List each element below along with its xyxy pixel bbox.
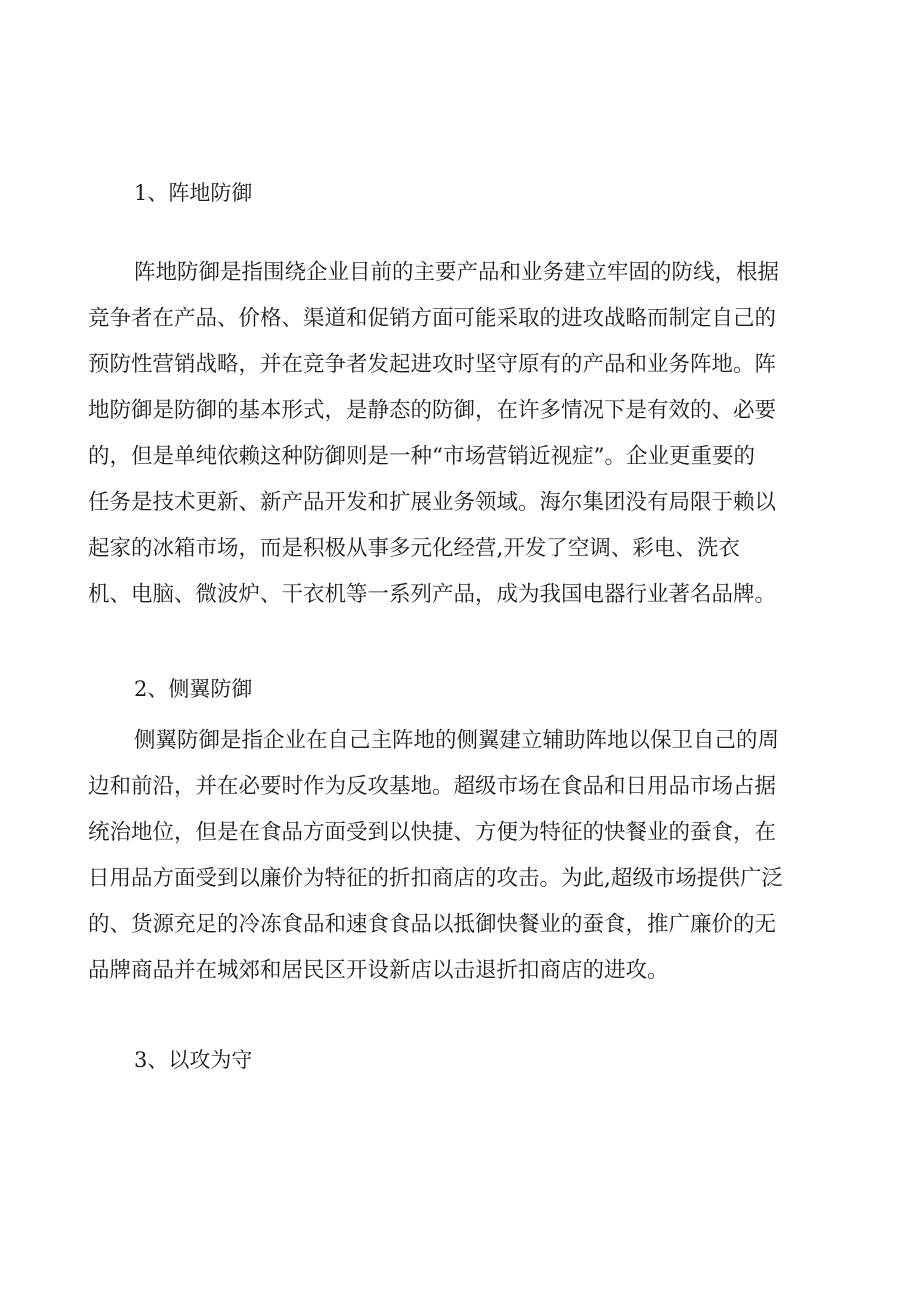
paragraph-line: 侧翼防御是指企业在自己主阵地的侧翼建立辅助阵地以保卫自己的周 [134, 728, 780, 753]
paragraph-line: 起家的冰箱市场，而是积极从事多元化经营,开发了空调、彩电、洗衣 [88, 536, 740, 561]
paragraph-line: 阵地防御是指围绕企业目前的主要产品和业务建立牢固的防线，根据 [134, 260, 780, 285]
section-heading-1: 1、阵地防御 [134, 181, 253, 205]
paragraph-line: 统治地位，但是在食品方面受到以快捷、方便为特征的快餐业的蚕食，在 [88, 820, 777, 845]
section-paragraph-1 [88, 250, 833, 618]
paragraph-line: 的，但是单纯依赖这种防御则是一种“市场营销近视症”。企业更重要的 [88, 444, 755, 469]
paragraph-line: 地防御是防御的基本形式，是静态的防御，在许多情况下是有效的、必要 [88, 398, 777, 423]
paragraph-line: 任务是技术更新、新产品开发和扩展业务领域。海尔集团没有局限于赖以 [88, 490, 777, 515]
paragraph-line: 日用品方面受到以廉价为特征的折扣商店的攻击。为此,超级市场提供广泛 [88, 866, 783, 891]
paragraph-line: 预防性营销战略，并在竞争者发起进攻时坚守原有的产品和业务阵地。阵 [88, 352, 777, 377]
paragraph-line: 的、货源充足的冷冻食品和速食食品以抵御快餐业的蚕食，推广廉价的无 [88, 912, 777, 937]
section-heading-3: 3、以攻为守 [134, 1048, 253, 1072]
paragraph-line: 品牌商品并在城郊和居民区开设新店以击退折扣商店的进攻。 [88, 958, 669, 983]
paragraph-line: 边和前沿，并在必要时作为反攻基地。超级市场在食品和日用品市场占据 [88, 774, 777, 799]
section-heading-2: 2、侧翼防御 [134, 677, 253, 701]
paragraph-line: 机、电脑、微波炉、干衣机等一系列产品，成为我国电器行业著名品牌。 [88, 582, 777, 607]
paragraph-line: 竞争者在产品、价格、渠道和促销方面可能采取的进攻战略而制定自己的 [88, 306, 777, 331]
section-paragraph-2 [88, 718, 833, 994]
